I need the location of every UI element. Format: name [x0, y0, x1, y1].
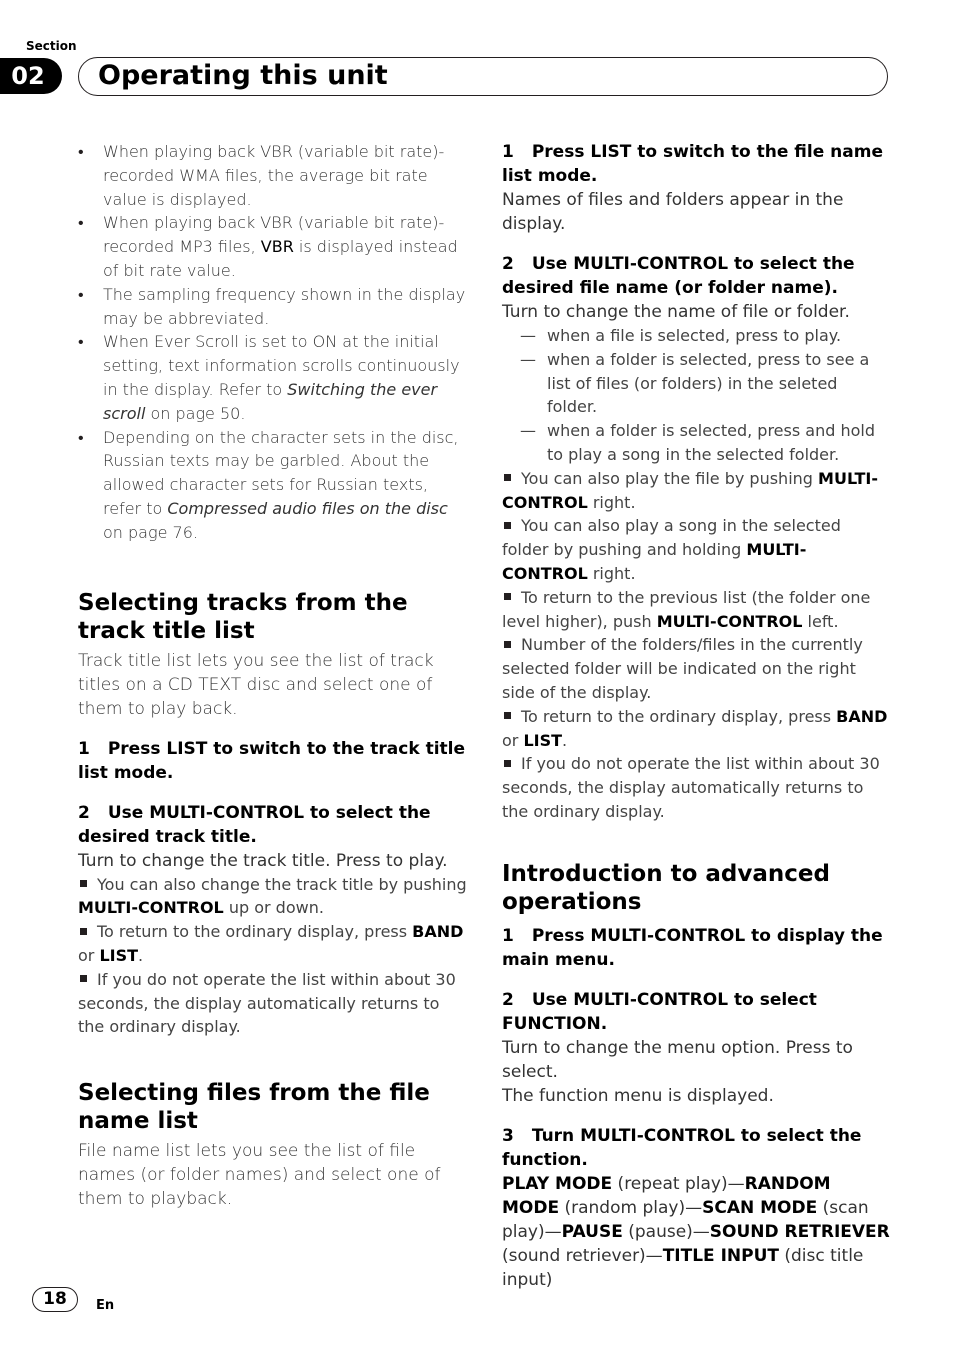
note-item: [502, 752, 892, 823]
advanced-heading: Introduction to advanced operations: [502, 860, 830, 915]
text-run: up or down.: [223, 898, 324, 918]
text-run: or: [502, 730, 524, 750]
note-item: [78, 968, 468, 1039]
track-step-1: [78, 737, 468, 785]
text-run: You can also change the track title by pushing: [97, 874, 467, 894]
note-item: [502, 705, 892, 753]
text-run: is displayed instead of bit rate value.: [103, 237, 458, 280]
advanced-step-3: [502, 1124, 892, 1172]
text-run: To return to the previous list (the folder one level higher), push: [502, 587, 871, 631]
square-bullet-icon: [80, 880, 87, 887]
square-bullet-icon: [504, 712, 511, 719]
cross-reference: Switching the ever scroll: [103, 379, 438, 423]
note-item: [502, 633, 892, 704]
square-bullet-icon: [504, 760, 511, 767]
track-list-heading: Selecting tracks from the track title list: [78, 589, 408, 644]
note-item: [502, 514, 892, 585]
text-run: left.: [802, 611, 839, 631]
step-text: Use MULTI-CONTROL to select FUNCTION.: [502, 989, 817, 1034]
bold-term: SOUND RETRIEVER: [709, 1221, 890, 1242]
step-number: 2: [502, 254, 514, 274]
text-run: If you do not operate the list within about 30 seconds, the display automatically returns to the ordinary display.: [78, 969, 456, 1037]
text-run: To return to the ordinary display, press: [97, 922, 413, 942]
section-label: Section: [26, 39, 77, 53]
text-run: on page 50.: [145, 403, 246, 423]
advanced-step-2-body-2: The function menu is displayed.: [502, 1085, 774, 1106]
text-run: If you do not operate the list within about 30 seconds, the display automatically returns to the ordinary display.: [502, 754, 880, 821]
step-text: Turn MULTI-CONTROL to select the function.: [502, 1125, 862, 1170]
bold-term: PLAY MODE: [502, 1173, 613, 1194]
bold-term: MULTI-CONTROL: [78, 898, 224, 918]
text-run: (pause)—: [622, 1221, 710, 1242]
file-step-1: [502, 140, 892, 188]
function-list: [502, 1172, 892, 1292]
list-item: [78, 140, 468, 211]
list-item: [78, 426, 468, 545]
step-number: 2: [502, 989, 514, 1010]
step-number: 1: [502, 925, 514, 946]
text-run: To return to the ordinary display, press: [521, 706, 837, 726]
list-item: [78, 330, 468, 425]
step-text: Use MULTI-CONTROL to select the desired file name (or folder name).: [502, 254, 855, 298]
cross-reference: Compressed audio files on the disc: [167, 498, 448, 518]
text-run: right.: [587, 492, 636, 512]
file-list-heading: Selecting files from the file name list: [78, 1080, 430, 1135]
list-item: [78, 211, 468, 282]
track-step-2: [78, 801, 468, 849]
text-run: (scan play)—: [502, 1197, 869, 1242]
step-number: 2: [78, 802, 90, 823]
track-list-intro: Track title list lets you see the list of track titles on a CD TEXT disc and select one of them to play back.: [78, 650, 434, 719]
file-step-2-body: Turn to change the name of file or folder.: [502, 302, 850, 322]
text-run: Depending on the character sets in the disc, Russian texts may be garbled. About the allowed character sets for Russian texts, refer to: [103, 427, 459, 518]
text-run: right.: [587, 563, 636, 583]
text-run: When playing back VBR (variable bit rate)-recorded MP3 files,: [103, 213, 445, 257]
step-text: Press LIST to switch to the track title list mode.: [78, 738, 466, 783]
file-step-1-body: Names of files and folders appear in the display.: [502, 190, 844, 234]
file-step-2: [502, 252, 892, 300]
bold-term: MULTI-CONTROL: [502, 540, 807, 583]
square-bullet-icon: [504, 641, 511, 648]
bold-term: MULTI-CONTROL: [656, 611, 803, 631]
dash-item: — when a folder is selected, press and hold to play a song in the selected folder.: [502, 419, 892, 467]
note-item: [502, 467, 892, 515]
advanced-step-2-body: Turn to change the menu option. Press to select.: [502, 1037, 853, 1082]
step-number: 3: [502, 1125, 514, 1146]
right-column: [502, 140, 892, 1292]
text-run: The sampling frequency shown in the display may be abbreviated.: [103, 284, 466, 328]
advanced-step-2: [502, 988, 892, 1036]
step-text: Use MULTI-CONTROL to select the desired track title.: [78, 802, 431, 847]
square-bullet-icon: [80, 975, 87, 982]
page-number: 18: [32, 1287, 78, 1312]
text-run: (repeat play)—: [612, 1173, 745, 1194]
dash-item: — when a folder is selected, press to see a list of files (or folders) in the seleted folder.: [502, 348, 892, 419]
text-run: on page 76.: [103, 522, 198, 542]
step-number: 1: [78, 738, 90, 759]
text-run: You can also play the file by pushing: [521, 468, 819, 488]
page-title: Operating this unit: [98, 60, 388, 91]
square-bullet-icon: [504, 522, 511, 529]
note-item: [78, 920, 468, 968]
bold-term: LIST: [99, 945, 139, 965]
bold-term: BAND: [412, 922, 464, 942]
text-run: You can also play a song in the selected folder by pushing and holding: [502, 516, 841, 560]
info-bullet-list: [78, 140, 468, 545]
bold-term: SCAN MODE: [702, 1197, 818, 1218]
step-text: Press LIST to switch to the file name list mode.: [502, 142, 883, 186]
text-run: or: [78, 945, 100, 965]
square-bullet-icon: [80, 928, 87, 935]
track-step-2-body: Turn to change the track title. Press to play.: [78, 850, 448, 871]
text-run: (disc title input): [502, 1245, 864, 1290]
text-run: Number of the folders/files in the currently selected folder will be indicated on the right side of the display.: [502, 635, 863, 702]
bold-term: RANDOM MODE: [502, 1173, 831, 1218]
text-run: When Ever Scroll is set to ON at the initial setting, text information scrolls continuously in the display. Refer to: [103, 332, 460, 399]
bold-term: PAUSE: [561, 1221, 623, 1242]
bold-term: VBR: [260, 237, 294, 257]
section-number-badge: 02: [0, 58, 62, 94]
note-item: [78, 873, 468, 921]
advanced-step-1: [502, 924, 892, 972]
list-item: [78, 283, 468, 331]
square-bullet-icon: [504, 474, 511, 481]
bold-term: BAND: [836, 706, 888, 726]
file-list-intro: File name list lets you see the list of file names (or folder names) and select one of them to playback.: [78, 1141, 441, 1210]
bold-term: LIST: [523, 730, 563, 750]
language-label: En: [96, 1298, 115, 1313]
left-column: [78, 140, 468, 1211]
bold-term: MULTI-CONTROL: [502, 468, 878, 512]
square-bullet-icon: [504, 593, 511, 600]
text-run: (sound retriever)—: [502, 1245, 663, 1266]
text-run: (random play)—: [559, 1197, 703, 1218]
text-run: When playing back VBR (variable bit rate)-recorded WMA files, the average bit rate value is displayed.: [103, 142, 445, 209]
step-number: 1: [502, 142, 514, 162]
bold-term: TITLE INPUT: [662, 1245, 779, 1266]
text-run: .: [562, 730, 568, 750]
step-text: Press MULTI-CONTROL to display the main menu.: [502, 925, 883, 970]
note-item: [502, 586, 892, 634]
text-run: .: [138, 945, 144, 965]
dash-item: — when a file is selected, press to play.: [502, 324, 892, 348]
